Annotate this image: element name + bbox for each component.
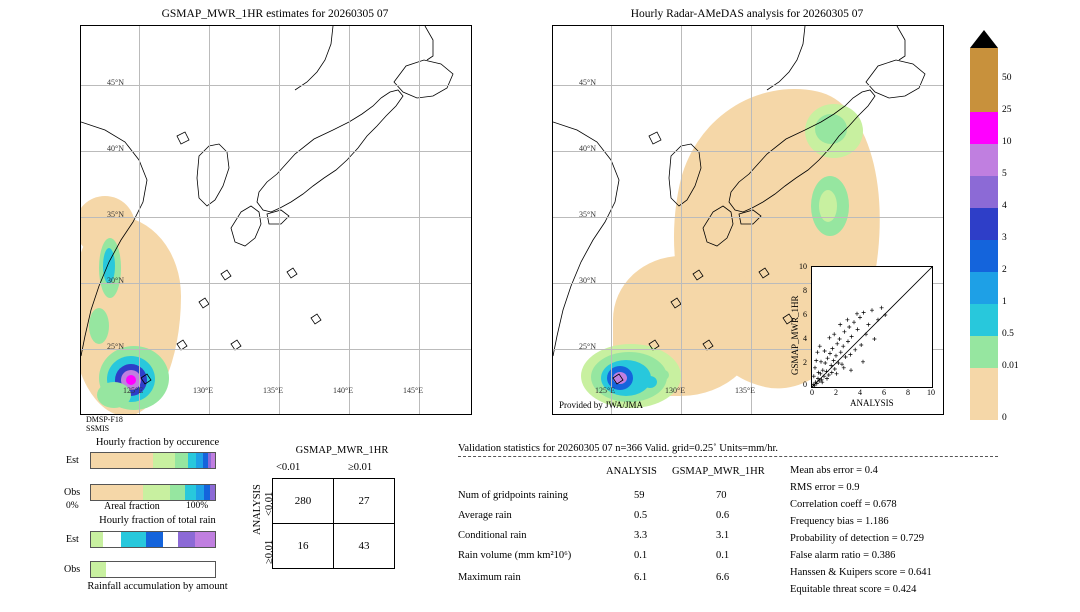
occurrence-est-seg-05: [175, 453, 187, 468]
right-lat-label-45: 45°N: [579, 78, 596, 87]
validation-row-gsmap-2: 3.1: [716, 530, 730, 541]
colorbar-seg-5: [970, 144, 998, 176]
totalrain-est-seg-5: [195, 532, 215, 547]
colorbar-label-1: 1: [1002, 297, 1007, 307]
right-panel-title: Hourly Radar-AMeDAS analysis for 20260305 07: [630, 8, 864, 20]
occurrence-title: Hourly fraction by occurence: [95, 437, 220, 448]
scatter-ylabel: GSMAP_MWR_1HR: [790, 295, 800, 375]
left-lon-label-130: 130°E: [193, 386, 214, 395]
validation-row-gsmap-3: 0.1: [716, 550, 730, 561]
occurrence-obs-seg-05: [170, 485, 185, 500]
left-panel-title: GSMAP_MWR_1HR estimates for 20260305 07: [161, 8, 389, 20]
totalrain-est-seg-2: [146, 532, 163, 547]
colorbar-label-0-01: 0.01: [1002, 361, 1019, 371]
left-lon-label-145: 145°E: [403, 386, 424, 395]
lon-gridline-145: [419, 26, 420, 414]
contingency-row-header-lt: <0.01: [264, 491, 275, 516]
occurrence-est-seg-5: [211, 453, 215, 468]
colorbar-arrow-top: [970, 30, 998, 48]
colorbar-label-25: 25: [1002, 105, 1012, 115]
colorbar-seg-0-01: [970, 336, 998, 368]
validation-row-analysis-1: 0.5: [634, 510, 648, 521]
left-lat-label-30: 30°N: [107, 276, 124, 285]
contingency-row-axis-label: ANALYSIS: [252, 484, 263, 535]
totalrain-est-seg-4: [178, 532, 195, 547]
colorbar-seg-0: [970, 368, 998, 420]
validation-row-label-1: Average rain: [458, 510, 512, 521]
validation-score-4: Probability of detection = 0.729: [790, 533, 924, 544]
validation-score-1: RMS error = 0.9: [790, 482, 860, 493]
r-lon-gridline-135: [751, 26, 752, 414]
left-lat-label-45: 45°N: [107, 78, 124, 87]
totalrain-obs-seg-4: [193, 562, 215, 577]
validation-row-label-0: Num of gridpoints raining: [458, 490, 568, 501]
left-lon-label-140: 140°E: [333, 386, 354, 395]
scatter-plot[interactable]: [790, 262, 935, 408]
totalrain-est-seg-05: [103, 532, 120, 547]
occurrence-est-seg-001: [153, 453, 175, 468]
right-lat-label-25: 25°N: [579, 342, 596, 351]
colorbar-seg-1: [970, 272, 998, 304]
left-lat-label-25: 25°N: [107, 342, 124, 351]
validation-row-gsmap-1: 0.6: [716, 510, 730, 521]
scatter-xlabel: ANALYSIS: [850, 398, 894, 408]
table-row: [273, 479, 395, 524]
r-lon-gridline-125: [611, 26, 612, 414]
left-lon-label-125: 125°E: [123, 386, 144, 395]
occurrence-obs-seg-0: [91, 485, 143, 500]
validation-header: Validation statistics for 20260305 07 n=366 Valid. grid=0.25˚ Units=mm/hr.: [458, 443, 779, 454]
credit-label: Provided by JWA/JMA: [559, 400, 644, 410]
colorbar-label-3: 3: [1002, 233, 1007, 243]
occurrence-obs-seg-001: [143, 485, 170, 500]
cell-hit-miss-0-1: 27: [334, 479, 395, 524]
validation-row-analysis-3: 0.1: [634, 550, 648, 561]
colorbar-seg-2: [970, 240, 998, 272]
colorbar-seg-50: [970, 48, 998, 80]
totalrain-footer: Rainfall accumulation by amount: [87, 581, 228, 592]
totalrain-obs-seg-05: [106, 562, 126, 577]
validation-divider: [458, 456, 998, 457]
occurrence-obs-seg-1: [185, 485, 196, 500]
scatter-ytick-6: 6: [803, 310, 807, 319]
scatter-ytick-10: 10: [799, 262, 807, 271]
lon-gridline-135: [279, 26, 280, 414]
right-lat-label-40: 40°N: [579, 144, 596, 153]
validation-row-label-3: Rain volume (mm km²10⁶): [458, 550, 572, 561]
colorbar-seg-10: [970, 112, 998, 144]
right-lon-label-130: 130°E: [665, 386, 686, 395]
scatter-ytick-2: 2: [803, 358, 807, 367]
totalrain-title: Hourly fraction of total rain: [99, 515, 216, 526]
totalrain-bar-est[interactable]: [90, 531, 216, 548]
occurrence-row-label-est: Est: [66, 455, 79, 466]
validation-row-label-4: Maximum rain: [458, 572, 521, 583]
sensor-label-instrument: SSMIS: [86, 424, 110, 433]
validation-score-2: Correlation coeff = 0.678: [790, 499, 897, 510]
table-row: [273, 524, 395, 569]
totalrain-est-seg-3: [163, 532, 178, 547]
contingency-col-header-lt: <0.01: [276, 462, 301, 473]
cell-hit-miss-1-0: 16: [273, 524, 334, 569]
contingency-table: [272, 478, 395, 569]
colorbar: [970, 30, 1040, 425]
occurrence-bar-est[interactable]: [90, 452, 216, 469]
lon-gridline-125: [139, 26, 140, 414]
left-map[interactable]: [80, 25, 472, 415]
colorbar-label-2: 2: [1002, 265, 1007, 275]
left-lat-label-35: 35°N: [107, 210, 124, 219]
occurrence-row-label-obs: Obs: [64, 487, 81, 498]
colorbar-seg-3: [970, 208, 998, 240]
lon-gridline-130: [209, 26, 210, 414]
validation-col-header-analysis: ANALYSIS: [606, 466, 657, 477]
left-lat-label-40: 40°N: [107, 144, 124, 153]
occurrence-obs-seg-4: [210, 485, 215, 500]
scatter-ytick-8: 8: [803, 286, 807, 295]
occurrence-axis-label: Areal fraction: [104, 501, 160, 512]
cell-hit-miss-1-1: 43: [334, 524, 395, 569]
lon-gridline-140: [349, 26, 350, 414]
right-lon-label-135: 135°E: [735, 386, 756, 395]
colorbar-label-5: 5: [1002, 169, 1007, 179]
right-lat-label-30: 30°N: [579, 276, 596, 285]
totalrain-est-seg-1: [121, 532, 146, 547]
validation-row-label-2: Conditional rain: [458, 530, 527, 541]
validation-row-analysis-2: 3.3: [634, 530, 648, 541]
colorbar-seg-4: [970, 176, 998, 208]
colorbar-seg-25: [970, 80, 998, 112]
scatter-ytick-0: 0: [803, 380, 807, 389]
colorbar-label-0: 0: [1002, 413, 1007, 423]
scatter-xtick-2: 2: [834, 388, 838, 397]
occurrence-est-seg-1: [188, 453, 197, 468]
validation-score-6: Hanssen & Kuipers score = 0.641: [790, 567, 932, 578]
right-map[interactable]: [552, 25, 944, 415]
validation-row-gsmap-0: 70: [716, 490, 727, 501]
validation-row-gsmap-4: 6.6: [716, 572, 730, 583]
scatter-xtick-10: 10: [927, 388, 935, 397]
scatter-ytick-4: 4: [803, 334, 807, 343]
validation-score-7: Equitable threat score = 0.424: [790, 584, 917, 595]
scatter-xtick-8: 8: [906, 388, 910, 397]
colorbar-label-50: 50: [1002, 73, 1012, 83]
colorbar-seg-0-5: [970, 304, 998, 336]
validation-score-3: Frequency bias = 1.186: [790, 516, 889, 527]
contingency-title: GSMAP_MWR_1HR: [295, 445, 389, 456]
right-lon-label-125: 125°E: [595, 386, 616, 395]
occurrence-obs-seg-2: [196, 485, 203, 500]
scatter-xtick-0: 0: [810, 388, 814, 397]
occurrence-est-seg-0: [91, 453, 153, 468]
sensor-label-platform: DMSP-F18: [86, 415, 123, 424]
r-lon-gridline-130: [681, 26, 682, 414]
totalrain-row-label-obs: Obs: [64, 564, 81, 575]
totalrain-est-seg-001: [91, 532, 103, 547]
totalrain-obs-seg-001: [91, 562, 106, 577]
contingency-col-header-ge: ≥0.01: [348, 462, 373, 473]
validation-score-0: Mean abs error = 0.4: [790, 465, 878, 476]
scatter-xtick-4: 4: [858, 388, 862, 397]
totalrain-obs-seg-2: [153, 562, 175, 577]
colorbar-label-10: 10: [1002, 137, 1012, 147]
right-lat-label-35: 35°N: [579, 210, 596, 219]
left-lon-label-135: 135°E: [263, 386, 284, 395]
colorbar-label-0-5: 0.5: [1002, 329, 1014, 339]
cell-hit-miss-0-0: 280: [273, 479, 334, 524]
totalrain-obs-seg-1: [126, 562, 153, 577]
occurrence-axis-right: 100%: [186, 501, 209, 511]
validation-col-header-gsmap: GSMAP_MWR_1HR: [672, 466, 765, 477]
contingency-row-header-ge: ≥0.01: [264, 539, 275, 564]
colorbar-label-4: 4: [1002, 201, 1007, 211]
occurrence-axis-left: 0%: [66, 501, 79, 511]
validation-score-5: False alarm ratio = 0.386: [790, 550, 896, 561]
occurrence-bar-obs[interactable]: [90, 484, 216, 501]
validation-row-analysis-4: 6.1: [634, 572, 648, 583]
scatter-canvas: [812, 267, 932, 387]
totalrain-bar-obs[interactable]: [90, 561, 216, 578]
scatter-xtick-6: 6: [882, 388, 886, 397]
totalrain-obs-seg-3: [175, 562, 192, 577]
validation-row-analysis-0: 59: [634, 490, 645, 501]
totalrain-row-label-est: Est: [66, 534, 79, 545]
